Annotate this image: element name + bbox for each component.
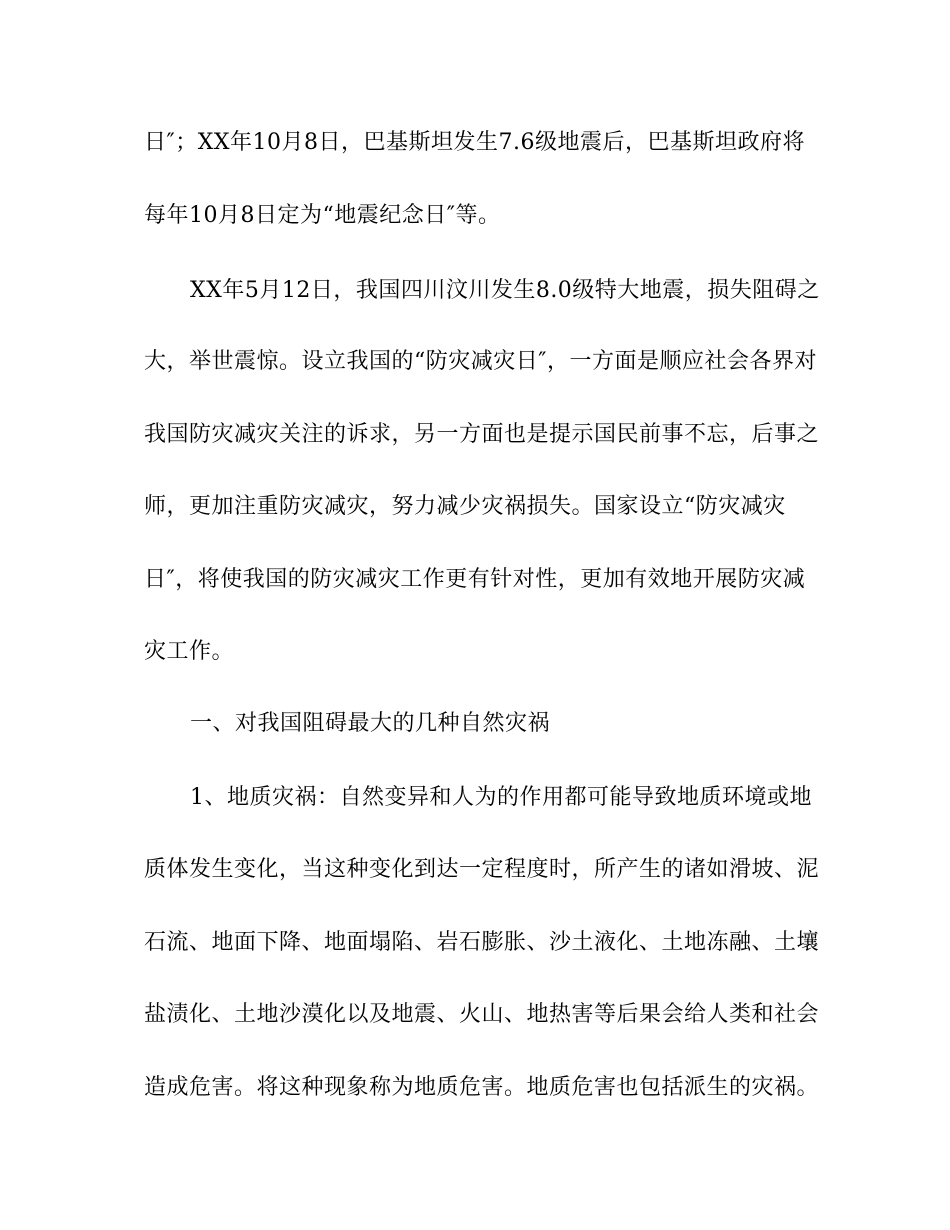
section-heading: 一、对我国阻碍最大的几种自然灾祸 — [190, 711, 551, 736]
text-line: 日″；XX年10月8日，巴基斯坦发生7.6级地震后，巴基斯坦政府将 — [144, 130, 806, 155]
text-line: 石流、地面下降、地面塌陷、岩石膨胀、沙土液化、土地冻融、土壤 — [144, 930, 820, 955]
text-line: 质体发生变化，当这种变化到达一定程度时，所产生的诸如滑坡、泥 — [144, 857, 820, 882]
text-line: 盐渍化、土地沙漠化以及地震、火山、地热害等后果会给人类和社会 — [144, 1002, 820, 1027]
text-line: 师，更加注重防灾减灾，努力减少灾祸损失。国家设立“防灾减灾 — [144, 494, 786, 519]
text-line: 每年10月8日定为“地震纪念日″等。 — [144, 203, 501, 228]
text-line: 灾工作。 — [144, 639, 235, 664]
paragraph-start: 1、地质灾祸：自然变异和人为的作用都可能导致地质环境或地 — [190, 785, 812, 810]
text-line: 造成危害。将这种现象称为地质危害。地质危害也包括派生的灾祸。 — [144, 1075, 820, 1100]
text-line: 大，举世震惊。设立我国的“防灾减灾日″，一方面是顺应社会各界对 — [144, 349, 817, 374]
paragraph-start: XX年5月12日，我国四川汶川发生8.0级特大地震，损失阻碍之 — [190, 278, 820, 303]
text-line: 我国防灾减灾关注的诉求，另一方面也是提示国民前事不忘，后事之 — [144, 422, 820, 447]
text-line: 日″，将使我国的防灾减灾工作更有针对性，更加有效地开展防灾减 — [144, 567, 806, 592]
